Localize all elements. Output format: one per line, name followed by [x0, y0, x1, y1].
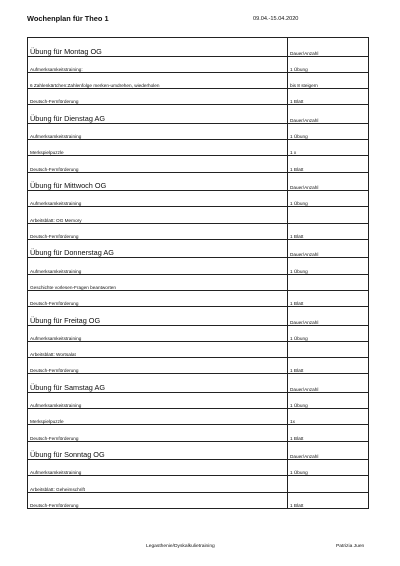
exercise-cell: Aufmerksamkeitstraining [28, 392, 288, 408]
exercise-cell: Arbeitsblatt: Geheimschrift [28, 476, 288, 492]
page-title: Wochenplan für Theo 1 [27, 14, 109, 23]
exercise-row [28, 56, 369, 72]
exercise-row [28, 140, 369, 156]
amount-cell: 1 Blatt [288, 290, 369, 306]
exercise-row [28, 123, 369, 139]
exercise-row [28, 258, 369, 274]
exercise-row [28, 425, 369, 441]
amount-cell: 1 Übung [288, 460, 369, 476]
day-heading-row [28, 38, 369, 57]
amount-cell: 1 Blatt [288, 89, 369, 105]
exercise-cell: Deutsch-Fernförderung [28, 358, 288, 374]
exercise-cell: Deutsch-Fernförderung [28, 223, 288, 239]
exercise-cell: Aufmerksamkeitstraining: [28, 56, 288, 72]
exercise-cell: 6 Zahlenkärtchen:Zahlenfolge merken-umdrehen, wiederholen [28, 72, 288, 88]
exercise-row [28, 191, 369, 207]
exercise-row [28, 290, 369, 306]
day-heading: Übung für Mittwoch OG [28, 172, 288, 191]
day-heading: Übung für Samstag AG [28, 374, 288, 393]
exercise-cell: Arbeitsblatt: Wortsalat [28, 341, 288, 357]
amount-column-header: Dauer/Anzahl [288, 307, 369, 326]
amount-cell [288, 341, 369, 357]
exercise-row [28, 207, 369, 223]
exercise-row [28, 476, 369, 492]
amount-cell: 1 Übung [288, 258, 369, 274]
amount-cell: 1x [288, 409, 369, 425]
amount-cell: 1 Übung [288, 191, 369, 207]
amount-cell: 1 Übung [288, 392, 369, 408]
exercise-row [28, 89, 369, 105]
exercise-cell: Deutsch-Fernförderung [28, 290, 288, 306]
exercise-row [28, 341, 369, 357]
amount-cell: 1 Blatt [288, 156, 369, 172]
exercise-row [28, 325, 369, 341]
amount-column-header: Dauer/Anzahl [288, 441, 369, 460]
day-heading-row [28, 105, 369, 124]
amount-cell: 1 x [288, 140, 369, 156]
day-heading: Übung für Montag OG [28, 38, 288, 57]
exercise-cell: Geschichte vorlesen-Fragen beantworten [28, 274, 288, 290]
date-range: 09.04.-15.04.2020 [253, 16, 299, 22]
amount-column-header: Dauer/Anzahl [288, 105, 369, 124]
day-heading: Übung für Sonntag OG [28, 441, 288, 460]
exercise-row [28, 274, 369, 290]
amount-column-header: Dauer/Anzahl [288, 38, 369, 57]
amount-cell: 1 Übung [288, 56, 369, 72]
exercise-row [28, 492, 369, 508]
exercise-row [28, 156, 369, 172]
day-heading-row [28, 172, 369, 191]
exercise-row [28, 409, 369, 425]
amount-cell: 1 Blatt [288, 425, 369, 441]
day-heading-row [28, 239, 369, 258]
amount-column-header: Dauer/Anzahl [288, 172, 369, 191]
exercise-cell: Aufmerksamkeitstraining [28, 191, 288, 207]
amount-cell [288, 274, 369, 290]
exercise-cell: Deutsch-Fernförderung [28, 89, 288, 105]
exercise-cell: Deutsch-Fernförderung [28, 156, 288, 172]
exercise-cell: Aufmerksamkeitstraining [28, 258, 288, 274]
exercise-row [28, 392, 369, 408]
day-heading-row [28, 307, 369, 326]
amount-cell: 1 Übung [288, 123, 369, 139]
exercise-cell: Aufmerksamkeitstraining [28, 123, 288, 139]
amount-cell: 1 Blatt [288, 492, 369, 508]
exercise-cell: Arbeitsblatt: OG Memory [28, 207, 288, 223]
amount-cell: 1 Blatt [288, 223, 369, 239]
day-heading: Übung für Dienstag AG [28, 105, 288, 124]
exercise-cell: Merkspielpuzzle [28, 140, 288, 156]
exercise-cell: Merkspielpuzzle [28, 409, 288, 425]
exercise-row [28, 358, 369, 374]
amount-cell: bis 8 steigern [288, 72, 369, 88]
amount-cell [288, 476, 369, 492]
amount-column-header: Dauer/Anzahl [288, 374, 369, 393]
exercise-cell: Deutsch-Fernförderung [28, 425, 288, 441]
day-heading: Übung für Donnerstag AG [28, 239, 288, 258]
day-heading-row [28, 374, 369, 393]
amount-cell: 1 Blatt [288, 358, 369, 374]
weekly-plan-table [27, 37, 369, 509]
exercise-row [28, 223, 369, 239]
footer-author: Patrizia Juen [336, 544, 365, 549]
amount-cell [288, 207, 369, 223]
day-heading-row [28, 441, 369, 460]
exercise-cell: Deutsch-Fernförderung [28, 492, 288, 508]
amount-column-header: Dauer/Anzahl [288, 239, 369, 258]
exercise-row [28, 460, 369, 476]
footer-training-type: Legasthenie/Dyskalkulietraining [146, 544, 215, 549]
day-heading: Übung für Freitag OG [28, 307, 288, 326]
exercise-cell: Aufmerksamkeitstraining [28, 460, 288, 476]
exercise-cell: Aufmerksamkeitstraining [28, 325, 288, 341]
exercise-row [28, 72, 369, 88]
amount-cell: 1 Übung [288, 325, 369, 341]
